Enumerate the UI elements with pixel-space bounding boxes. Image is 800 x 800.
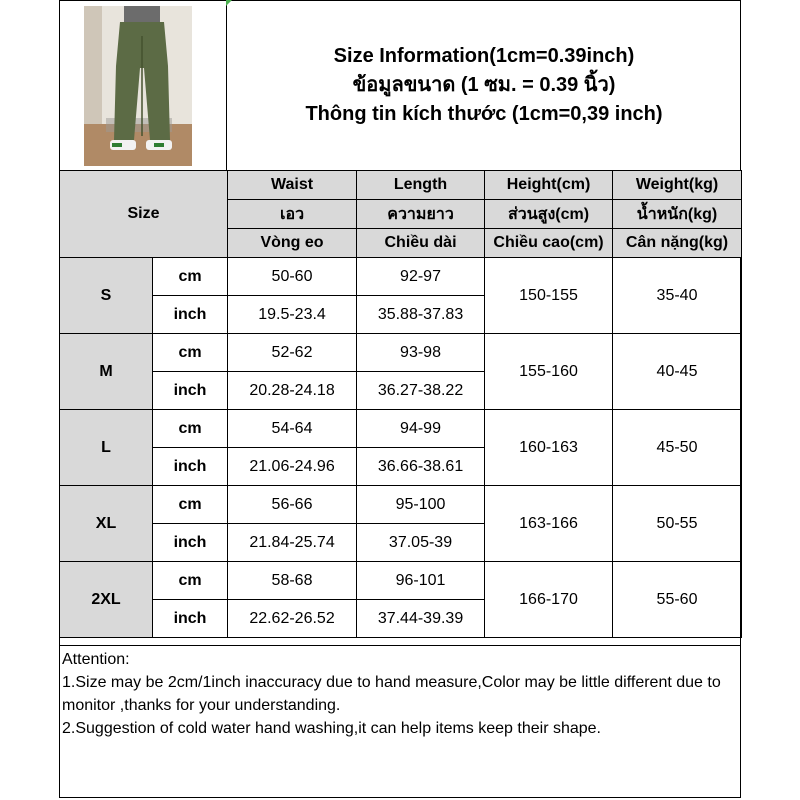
unit-inch: inch <box>153 524 228 562</box>
height-value: 155-160 <box>485 334 613 410</box>
col-header-weight-vi: Cân nặng(kg) <box>613 229 742 258</box>
height-value: 166-170 <box>485 562 613 638</box>
length-cm-value: 95-100 <box>357 486 485 524</box>
weight-value: 50-55 <box>613 486 742 562</box>
unit-cm: cm <box>153 258 228 296</box>
size-label-s: S <box>60 258 153 334</box>
size-label-l: L <box>60 410 153 486</box>
waist-cm-value: 50-60 <box>228 258 357 296</box>
waist-inch-value: 19.5-23.4 <box>228 296 357 334</box>
weight-value: 35-40 <box>613 258 742 334</box>
weight-value: 40-45 <box>613 334 742 410</box>
unit-inch: inch <box>153 600 228 638</box>
length-cm-value: 94-99 <box>357 410 485 448</box>
waist-inch-value: 21.06-24.96 <box>228 448 357 486</box>
table-row <box>60 334 742 372</box>
col-header-waist-en: Waist <box>228 171 357 200</box>
table-row <box>60 486 742 524</box>
height-value: 160-163 <box>485 410 613 486</box>
table-row <box>60 258 742 296</box>
size-column-header: Size <box>60 171 228 258</box>
unit-cm: cm <box>153 334 228 372</box>
size-info-title <box>227 0 741 170</box>
col-header-length-th: ความยาว <box>357 200 485 229</box>
title-line-thai: ข้อมูลขนาด (1 ซม. = 0.39 นิ้ว) <box>352 73 616 96</box>
product-photo-icon <box>84 6 192 166</box>
waist-cm-value: 54-64 <box>228 410 357 448</box>
length-inch-value: 36.66-38.61 <box>357 448 485 486</box>
unit-cm: cm <box>153 486 228 524</box>
col-header-height-vi: Chiều cao(cm) <box>485 229 613 258</box>
title-line-vietnamese: Thông tin kích thước (1cm=0,39 inch) <box>305 102 663 125</box>
unit-cm: cm <box>153 410 228 448</box>
unit-inch: inch <box>153 296 228 334</box>
waist-inch-value: 20.28-24.18 <box>228 372 357 410</box>
length-inch-value: 35.88-37.83 <box>357 296 485 334</box>
col-header-height-th: ส่วนสูง(cm) <box>485 200 613 229</box>
waist-inch-value: 22.62-26.52 <box>228 600 357 638</box>
table-row <box>60 562 742 600</box>
waist-cm-value: 52-62 <box>228 334 357 372</box>
size-label-2xl: 2XL <box>60 562 153 638</box>
weight-value: 45-50 <box>613 410 742 486</box>
unit-cm: cm <box>153 562 228 600</box>
unit-inch: inch <box>153 448 228 486</box>
waist-cm-value: 58-68 <box>228 562 357 600</box>
unit-inch: inch <box>153 372 228 410</box>
col-header-waist-th: เอว <box>228 200 357 229</box>
col-header-length-vi: Chiều dài <box>357 229 485 258</box>
notes-heading: Attention: <box>62 651 130 668</box>
length-cm-value: 93-98 <box>357 334 485 372</box>
length-cm-value: 96-101 <box>357 562 485 600</box>
notes-line-1: 1.Size may be 2cm/1inch inaccuracy due to hand measure,Color may be little different due to monitor ,thanks for your understanding. <box>62 674 721 714</box>
col-header-length-en: Length <box>357 171 485 200</box>
waist-cm-value: 56-66 <box>228 486 357 524</box>
size-label-xl: XL <box>60 486 153 562</box>
col-header-height-en: Height(cm) <box>485 171 613 200</box>
size-label-m: M <box>60 334 153 410</box>
title-line-english: Size Information(1cm=0.39inch) <box>333 44 635 67</box>
waist-inch-value: 21.84-25.74 <box>228 524 357 562</box>
col-header-weight-en: Weight(kg) <box>613 171 742 200</box>
table-row <box>60 410 742 448</box>
length-cm-value: 92-97 <box>357 258 485 296</box>
notes-line-2: 2.Suggestion of cold water hand washing,it can help items keep their shape. <box>62 720 601 737</box>
height-value: 163-166 <box>485 486 613 562</box>
length-inch-value: 36.27-38.22 <box>357 372 485 410</box>
col-header-weight-th: น้ำหนัก(kg) <box>613 200 742 229</box>
length-inch-value: 37.44-39.39 <box>357 600 485 638</box>
attention-notes <box>59 645 741 798</box>
length-inch-value: 37.05-39 <box>357 524 485 562</box>
weight-value: 55-60 <box>613 562 742 638</box>
photo-cell <box>59 0 227 170</box>
size-table <box>59 170 742 638</box>
col-header-waist-vi: Vòng eo <box>228 229 357 258</box>
height-value: 150-155 <box>485 258 613 334</box>
